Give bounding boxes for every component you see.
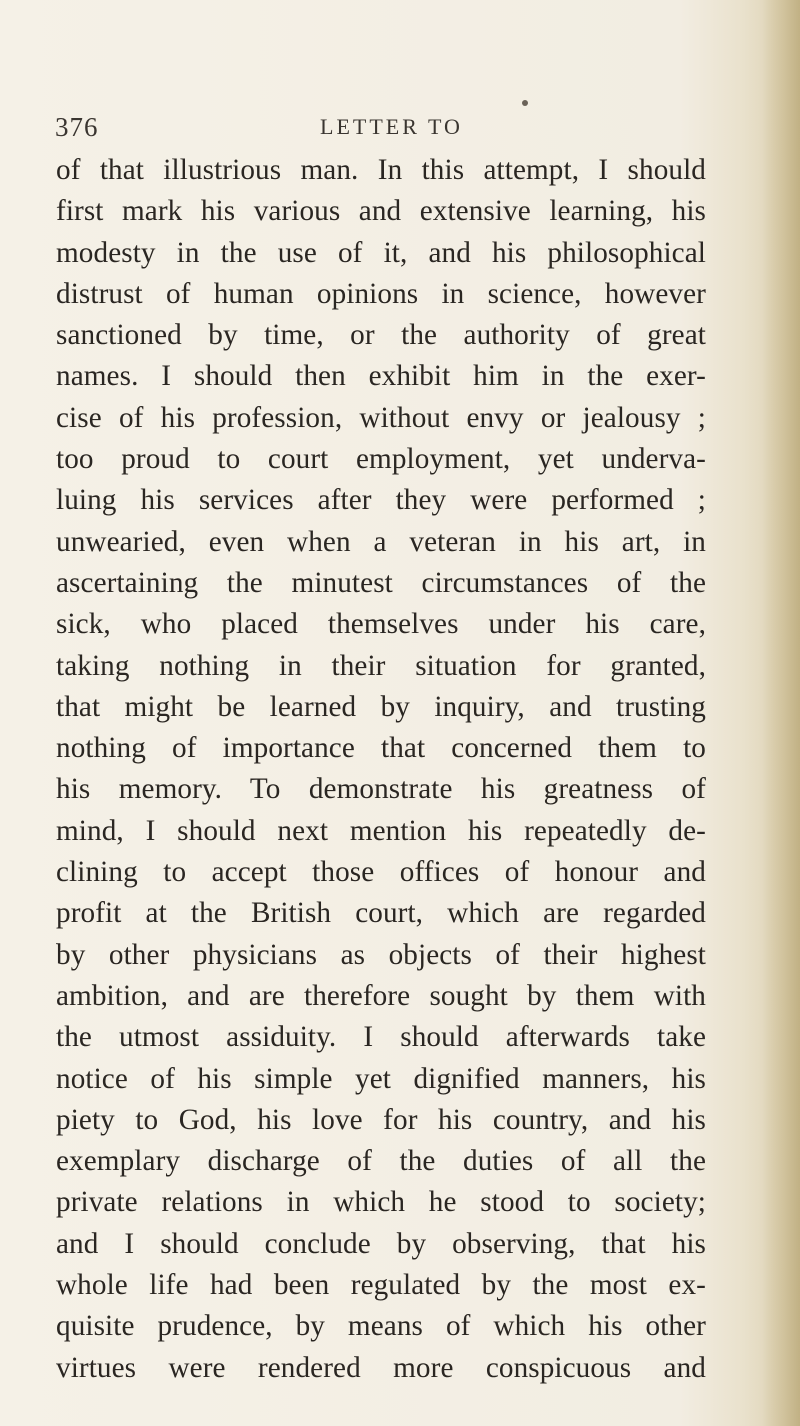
text-line: ambition, and are therefore sought by them with (56, 979, 706, 1012)
text-line: clining to accept those offices of honour and (56, 856, 706, 889)
text-line: nothing of importance that concerned them to (56, 732, 706, 765)
text-line: whole life had been regulated by the most ex- (56, 1269, 706, 1302)
text-line: unwearied, even when a veteran in his art, in (56, 525, 706, 558)
page-number: 376 (55, 112, 99, 142)
text-line: that might be learned by inquiry, and trusting (56, 690, 706, 723)
text-line: quisite prudence, by means of which his other (56, 1310, 706, 1343)
text-line: cise of his profession, without envy or jealousy ; (56, 401, 706, 434)
text-line: too proud to court employment, yet underva- (56, 443, 706, 476)
text-line: sanctioned by time, or the authority of great (56, 319, 706, 352)
text-line: mind, I should next mention his repeatedly de- (56, 814, 706, 847)
text-line: sick, who placed themselves under his care, (56, 608, 706, 641)
text-line: taking nothing in their situation for granted, (56, 649, 706, 682)
text-line: and I should conclude by observing, that his (56, 1227, 706, 1260)
text-line: ascertaining the minutest circumstances of the (56, 566, 706, 599)
text-line: of that illustrious man. In this attempt, I should (56, 154, 706, 186)
body-text (56, 150, 706, 1389)
text-line: piety to God, his love for his country, and his (56, 1103, 706, 1136)
text-line: modesty in the use of it, and his philosophical (56, 236, 706, 269)
text-line: first mark his various and extensive learning, his (56, 195, 706, 228)
text-line: luing his services after they were performed ; (56, 484, 706, 517)
text-line: his memory. To demonstrate his greatness of (56, 773, 706, 806)
text-line: private relations in which he stood to society; (56, 1186, 706, 1219)
text-line: by other physicians as objects of their highest (56, 938, 706, 971)
running-head (55, 112, 715, 152)
page-edge-shadow (762, 0, 800, 1426)
text-line: virtues were rendered more conspicuous and (56, 1351, 706, 1384)
text-line: profit at the British court, which are regarded (56, 897, 706, 930)
running-title: LETTER TO (320, 114, 463, 139)
text-line: names. I should then exhibit him in the exer- (56, 360, 706, 393)
text-line: exemplary discharge of the duties of all the (56, 1145, 706, 1178)
ink-speck (522, 100, 528, 106)
text-line: notice of his simple yet dignified manners, his (56, 1062, 706, 1095)
text-line: distrust of human opinions in science, however (56, 277, 706, 310)
text-line: the utmost assiduity. I should afterwards take (56, 1021, 706, 1054)
